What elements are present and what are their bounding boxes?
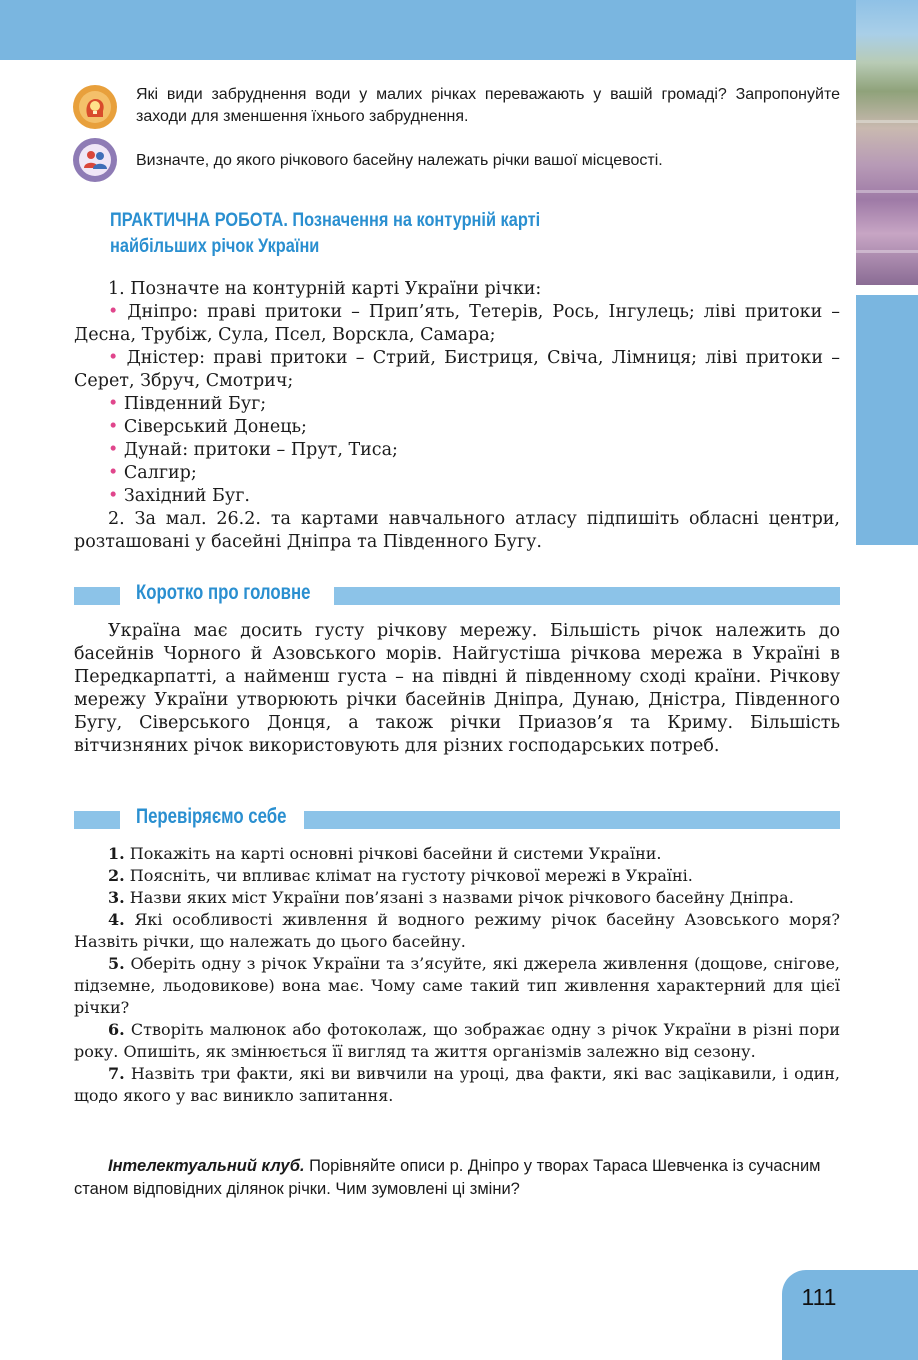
intellectual-club: [74, 1155, 840, 1201]
question-pollution: Які види забруднення води у малих річках переважають у вашій громаді? Запропонуйте заходи для зменшення їхнього забруднення.: [136, 86, 840, 125]
page-number: 111: [801, 1284, 837, 1310]
bullet-item: • Салгир;: [108, 463, 197, 483]
bullet-item: • Дніпро: праві притоки – Прип’ять, Тетерів, Рось, Інгулець; ліві притоки – Десна, Трубіж, Сула, Псел, Ворскла, Самара;: [74, 302, 840, 345]
check-heading-bar: [74, 805, 840, 829]
practical-title-line1: ПРАКТИЧНА РОБОТА. Позначення на контурній карті: [110, 210, 541, 231]
summary-paragraph: Україна має досить густу річкову мережу. Більшість річок належить до басейнів Чорного й Азовського морів. Найгустіша річкова мережа в Україні в Передкарпатті, а найменш густа – на півдні й південному сході країни. Річкову мережу України утворюють річки басейнів Дніпра, Дунаю, Дністра, Південного Бугу, Сіверського Донця, а також річки Приазов’я та Криму. Більшість вітчизняних річок використовують для різних господарських потреб.: [74, 621, 840, 756]
people-group-icon: [73, 138, 117, 182]
task-1: 1. Позначте на контурній карті України річки:: [108, 279, 542, 299]
side-mountain-photo: [856, 0, 918, 285]
check-item: 7. Назвіть три факти, які ви вивчили на уроці, два факти, які вас зацікавили, і один, щодо якого у вас виникло запитання.: [74, 1064, 840, 1105]
summary-text: [74, 620, 840, 758]
summary-heading-bar: [74, 581, 840, 605]
bullet-item: • Дунай: притоки – Прут, Тиса;: [108, 440, 398, 460]
check-item: 5. Оберіть одну з річок України та з’ясуйте, які джерела живлення (дощове, снігове, підземне, льодовикове) вона має. Чому саме такий тип живлення характерний для цієї річки?: [74, 954, 840, 1017]
club-text: Порівняйте описи р. Дніпро у творах Тараса Шевченка із сучасним станом відповідних ділянок річки. Чим зумовлені ці зміни?: [74, 1157, 821, 1198]
check-item: 6. Створіть малюнок або фотоколаж, що зображає одну з річок України в різні пори року. Опишіть, як змінюється її вигляд та життя організмів залежно від сезону.: [74, 1020, 840, 1061]
check-item: 3. Назви яких міст України пов’язані з назвами річок річкового басейну Дніпра.: [108, 888, 794, 907]
check-heading: Перевіряємо себе: [136, 805, 287, 828]
check-item: 1. Покажіть на карті основні річкові басейни й системи України.: [108, 844, 662, 863]
practical-title-line2: найбільших річок України: [110, 236, 320, 257]
practical-work-title: [110, 208, 592, 260]
bullet-item: • Дністер: праві притоки – Стрий, Бистриця, Свіча, Лімниця; ліві притоки – Серет, Збруч, Смотрич;: [74, 348, 840, 391]
practical-tasks: [74, 278, 840, 554]
bullet-item: • Сіверський Донець;: [108, 417, 307, 437]
side-accent-band: [856, 295, 918, 545]
top-header-band: [0, 0, 856, 60]
question-basin: Визначте, до якого річкового басейну належать річки вашої місцевості.: [136, 152, 663, 169]
check-list: [74, 843, 840, 1107]
summary-heading: Коротко про головне: [136, 581, 311, 604]
task-2: 2. За мал. 26.2. та картами навчального атласу підпишіть обласні центри, розташовані у басейні Дніпра та Південного Бугу.: [74, 509, 840, 552]
lightbulb-head-icon: [73, 85, 117, 129]
bullet-item: • Південний Буг;: [108, 394, 267, 414]
club-label: Інтелектуальний клуб.: [108, 1157, 305, 1175]
check-item: 2. Поясніть, чи впливає клімат на густоту річкової мережі в Україні.: [108, 866, 693, 885]
check-item: 4. Які особливості живлення й водного режиму річок басейну Азовського моря? Назвіть річки, що належать до цього басейну.: [74, 910, 840, 951]
bullet-item: • Західний Буг.: [108, 486, 250, 506]
